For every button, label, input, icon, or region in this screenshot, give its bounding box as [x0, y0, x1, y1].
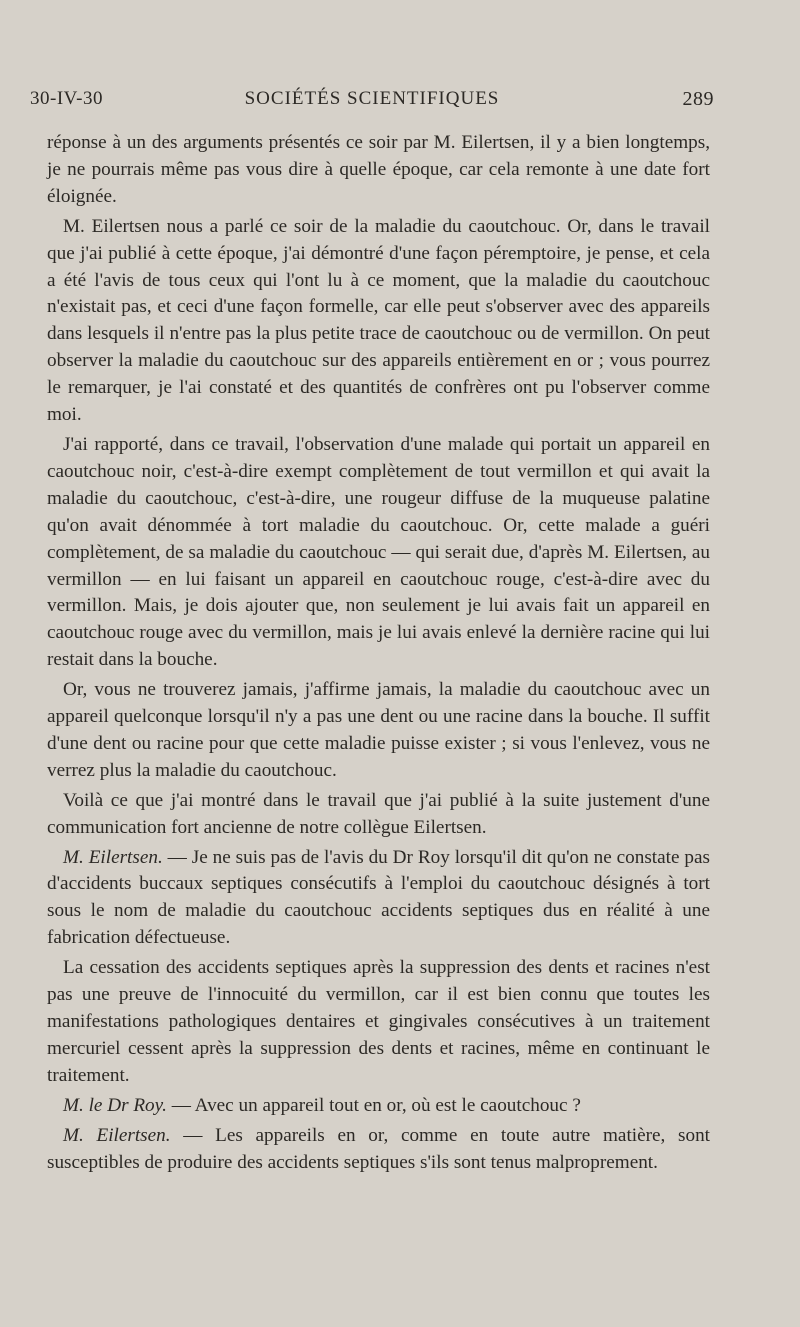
paragraph: [47, 845, 710, 953]
page-body: [47, 130, 710, 1176]
header-date: 30-IV-30: [30, 88, 103, 109]
paragraph-text: J'ai rapporté, dans ce travail, l'observation d'une malade qui portait un appareil en caoutchouc noir, c'est-à-dire exempt complètement de tout vermillon et qui avait la maladie du caoutchouc, c'est-à-dire, une rougeur diffuse de la muqueuse palatine qu'on avait dénommée à tort maladie du caoutchouc. Or, cette malade a guéri complètement, de sa maladie du caoutchouc — qui serait due, d'après M. Eilertsen, au vermillon — en lui faisant un appareil en caoutchouc rouge, c'est-à-dire avec du vermillon. Mais, je dois ajouter que, non seulement je lui avais fait un appareil en caoutchouc rouge avec du vermillon, mais je lui avais enlevé la dernière racine qui lui restait dans la bouche.: [47, 433, 710, 671]
paragraph-text: — Avec un appareil tout en or, où est le caoutchouc ?: [166, 1094, 581, 1116]
paragraph-text: M. Eilertsen nous a parlé ce soir de la maladie du caoutchouc. Or, dans le travail que j'ai publié à cette époque, j'ai démontré d'une façon péremptoire, je pense, et cela a été l'avis de tous ceux qui l'ont lu à ce moment, que la maladie du caoutchouc n'existait pas, et ceci d'une façon formelle, car elle peut s'observer avec des appareils dans lesquels il n'entre pas la plus petite trace de caoutchouc ou de vermillon. On peut observer la maladie du caoutchouc sur des appareils entièrement en or ; vous pourrez le remarquer, je l'ai constaté et des quantités de confrères ont pu l'observer comme moi.: [47, 215, 710, 426]
page-number: 289: [682, 88, 714, 110]
paragraph: [47, 1093, 710, 1120]
paragraph-text: — Les appareils en or, comme en toute autre matière, sont susceptibles de produire des accidents septiques s'ils sont tenus malproprement.: [47, 1124, 710, 1173]
paragraph-text: Or, vous ne trouverez jamais, j'affirme jamais, la maladie du caoutchouc avec un appareil quelconque lorsqu'il n'y a pas une dent ou une racine dans la bouche. Il suffit d'une dent ou racine pour que cette maladie puisse exister ; si vous l'enlevez, vous ne verrez plus la maladie du caoutchouc.: [47, 679, 710, 781]
running-header: [30, 88, 714, 118]
paragraph: [47, 955, 710, 1090]
paragraph-text: — Je ne suis pas de l'avis du Dr Roy lorsqu'il dit qu'on ne constate pas d'accidents buccaux septiques consécutifs à l'emploi du caoutchouc désignés à tort sous le nom de maladie du caoutchouc accidents septiques dus en réalité à une fabrication défectueuse.: [47, 846, 710, 949]
paragraph: [47, 677, 710, 785]
paragraph-text: Voilà ce que j'ai montré dans le travail que j'ai publié à la suite justement d'une communication fort ancienne de notre collègue Eilertsen.: [47, 789, 710, 838]
paragraph: [47, 432, 710, 674]
paragraph: [47, 130, 710, 211]
speaker-name: M. le Dr Roy.: [63, 1094, 167, 1116]
speaker-name: M. Eilertsen.: [63, 1124, 171, 1146]
paragraph-text: La cessation des accidents septiques après la suppression des dents et racines n'est pas une preuve de l'innocuité du vermillon, car il est bien connu que toutes les manifestations pathologiques dentaires et gingivales consécutives à un traitement mercuriel cessent après la suppression des dents et racines, même en continuant le traitement.: [47, 957, 710, 1086]
paragraph: [47, 1123, 710, 1177]
speaker-name: M. Eilertsen.: [63, 846, 163, 868]
paragraph: [47, 788, 710, 842]
paragraph-text: réponse à un des arguments présentés ce soir par M. Eilertsen, il y a bien longtemps, je ne pourrais même pas vous dire à quelle époque, car cela remonte à une date fort éloignée.: [47, 132, 710, 207]
header-title: SOCIÉTÉS SCIENTIFIQUES: [244, 88, 500, 109]
paragraph: [47, 214, 710, 429]
